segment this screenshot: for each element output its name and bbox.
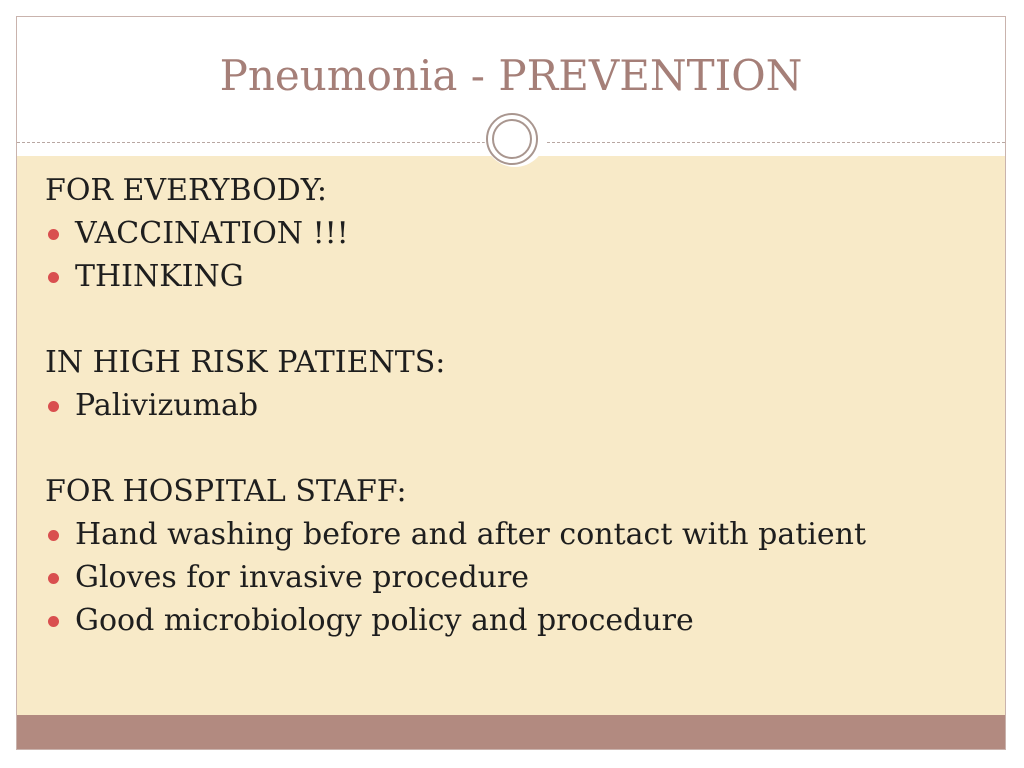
- section-heading: FOR EVERYBODY:: [45, 173, 327, 208]
- bullet-text: Gloves for invasive procedure: [75, 560, 530, 595]
- section-heading: IN HIGH RISK PATIENTS:: [45, 345, 446, 380]
- bullet-text: Good microbiology policy and procedure: [75, 603, 694, 638]
- bullet-text: VACCINATION !!!: [75, 216, 349, 251]
- list-item: [45, 599, 985, 642]
- slide-title: Pneumonia - PREVENTION: [219, 51, 803, 100]
- bullet-icon: [48, 530, 59, 541]
- bullet-icon: [48, 573, 59, 584]
- section-heading: FOR HOSPITAL STAFF:: [45, 474, 407, 509]
- bullet-icon: [48, 229, 59, 240]
- double-circle-icon: [486, 113, 538, 165]
- bullet-text: Palivizumab: [75, 388, 259, 423]
- section-everybody: [45, 169, 985, 298]
- list-item: [45, 556, 985, 599]
- ornament-inner-ring: [492, 119, 532, 159]
- list-item: [45, 384, 985, 427]
- bullet-icon: [48, 401, 59, 412]
- bullet-text: Hand washing before and after contact with patient: [75, 517, 867, 552]
- list-item: [45, 513, 985, 556]
- bullet-icon: [48, 272, 59, 283]
- slide-body: [45, 169, 985, 685]
- list-item: [45, 212, 985, 255]
- section-hospital-staff: [45, 470, 985, 642]
- slide: [16, 16, 1006, 750]
- bullet-icon: [48, 616, 59, 627]
- section-high-risk: [45, 341, 985, 427]
- list-item: [45, 255, 985, 298]
- footer-bar: [17, 715, 1005, 749]
- bullet-text: THINKING: [75, 259, 244, 294]
